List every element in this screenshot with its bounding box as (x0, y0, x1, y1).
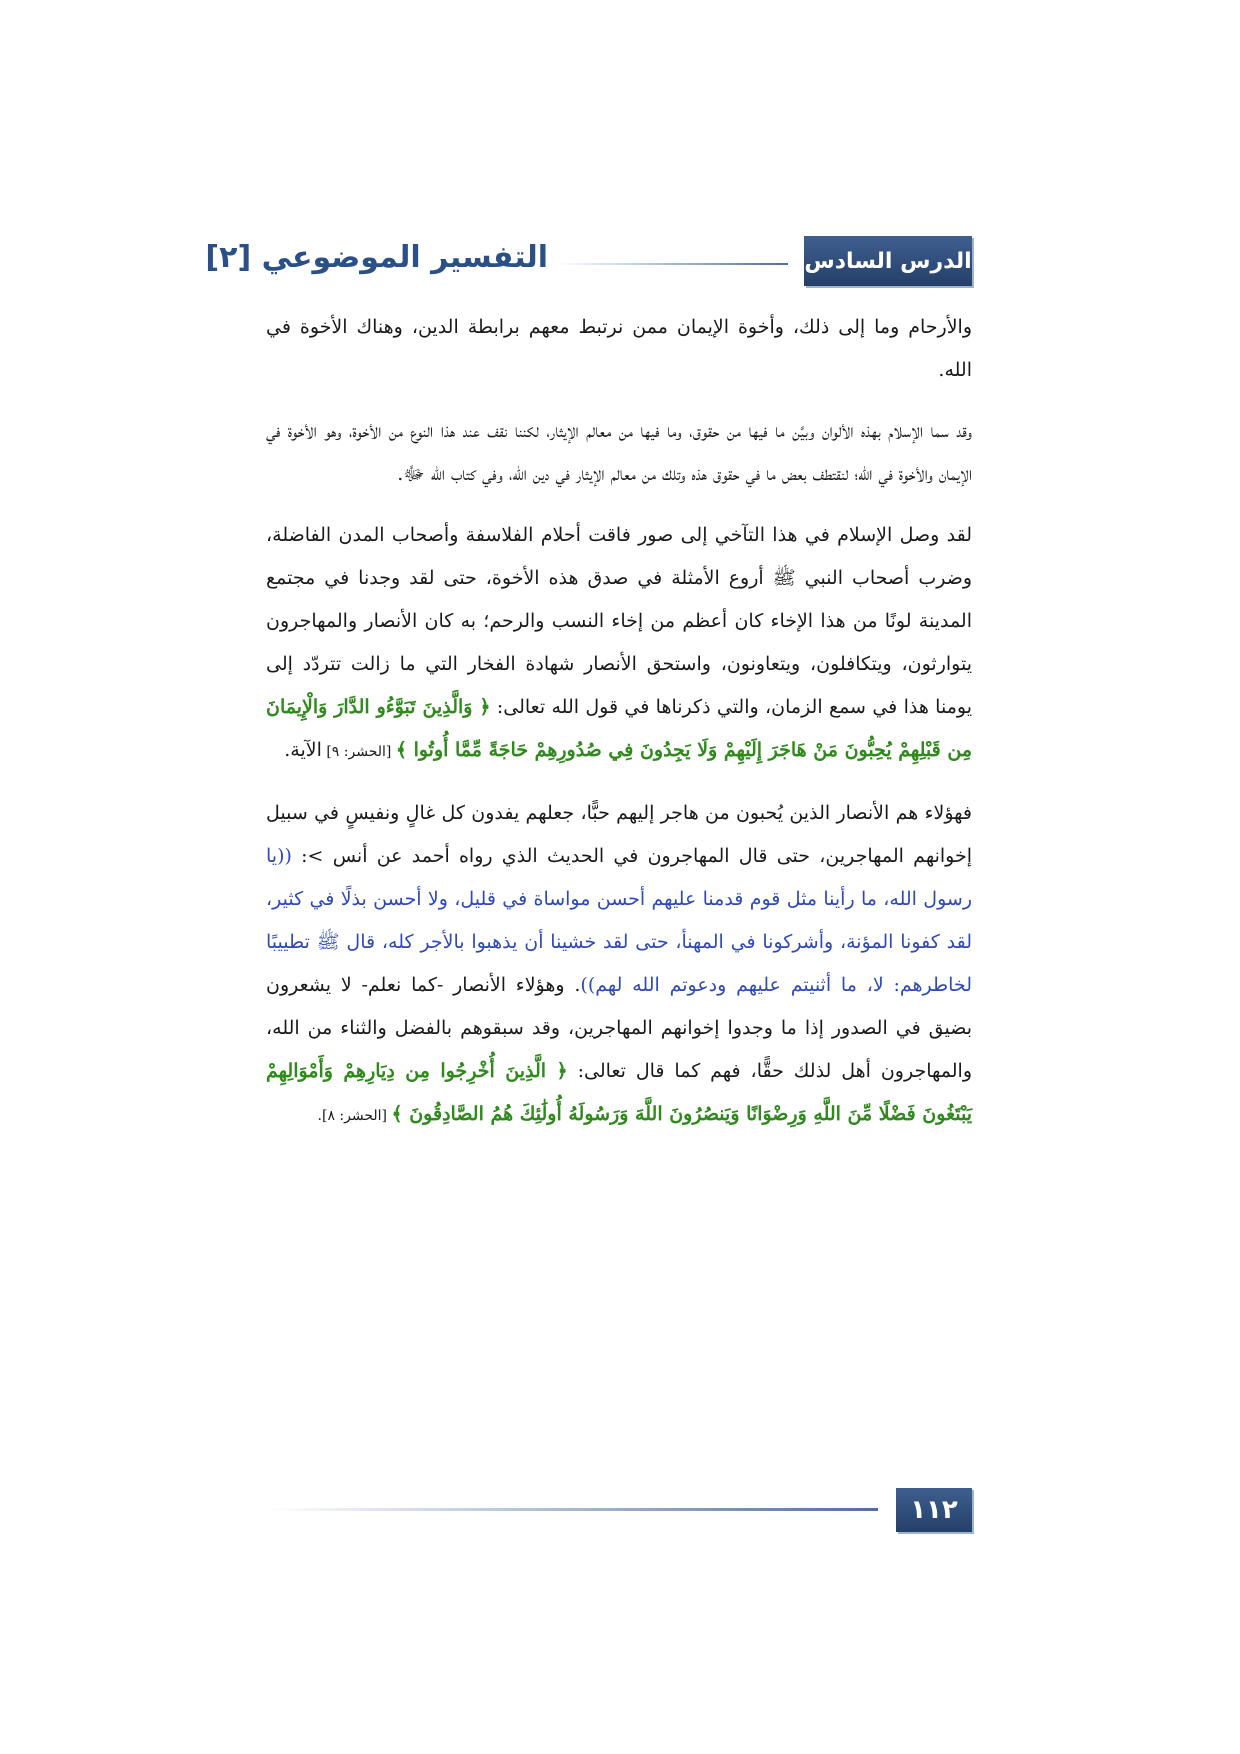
paragraph-1 (266, 306, 972, 392)
quran-verse: ﴿ الَّذِينَ أُخْرِجُوا مِن دِيَارِهِمْ وَأَمْوَالِهِمْ يَبْتَغُونَ فَضْلًا مِّنَ اللَّهِ وَرِضْوَانًا وَيَنصُرُونَ اللَّهَ وَرَسُولَهُ أُولَٰئِكَ هُمُ الصَّادِقُونَ ﴾ (266, 1060, 972, 1125)
page-body (266, 306, 972, 1156)
footer-divider (268, 1508, 878, 1511)
paragraph-3 (266, 514, 972, 774)
paragraph-text: والأرحام وما إلى ذلك، وأخوة الإيمان ممن نرتبط معهم برابطة الدين، وهناك الأخوة في الله. (266, 316, 972, 381)
quran-verse: ﴿ وَالَّذِينَ تَبَوَّءُو الدَّارَ وَالْإِيمَانَ مِن قَبْلِهِمْ يُحِبُّونَ مَنْ هَاجَرَ إِلَيْهِمْ وَلَا يَجِدُونَ فِي صُدُورِهِمْ حَاجَةً مِّمَّا أُوتُوا ﴾ (266, 696, 972, 761)
page-header (205, 236, 972, 288)
paragraph-text: . وهؤلاء الأنصار -كما نعلم- لا يشعرون بضيق في الصدور إذا ما وجدوا إخوانهم المهاجرين، وقد سبقوهم بالفضل والثناء من الله، والمهاجرون أهل لذلك حقًّا، فهم كما قال تعالى: (266, 974, 972, 1082)
paragraph-text: لقد وصل الإسلام في هذا التآخي إلى صور فاقت أحلام الفلاسفة وأصحاب المدن الفاضلة، وضرب أصحاب النبي ﷺ أروع الأمثلة في صدق هذه الأخوة، حتى لقد وجدنا في مجتمع المدينة لونًا من هذا الإخاء كان أعظم من إخاء النسب والرحم؛ به كان الأنصار والمهاجرون يتوارثون، ويتكافلون، ويتعاونون، واستحق الأنصار شهادة الفخار التي ما زالت تتردّد إلى يومنا هذا في سمع الزمان، والتي ذكرناها في قول الله تعالى: (266, 524, 972, 718)
header-divider (558, 263, 788, 265)
verse-reference: [الحشر: ٨]. (317, 1108, 392, 1124)
paragraph-4 (266, 792, 972, 1138)
page-number: ١١٢ (896, 1488, 972, 1532)
hadith-quote: ((يا رسول الله، ما رأينا مثل قوم قدمنا عليهم أحسن مواساة في قليل، ولا أحسن بذلًا في كثير، لقد كفونا المؤنة، وأشركونا في المهنأ، حتى لقد خشينا أن يذهبوا بالأجر كله، قال ﷺ تطييبًا لخاطرهم: لا، ما أثنيتم عليهم ودعوتم الله لهم)) (266, 845, 972, 996)
lesson-badge: الدرس السادس (804, 236, 972, 286)
book-title: التفسير الموضوعي [٢] (205, 240, 548, 275)
verse-reference: [الحشر: ٩] (321, 744, 396, 760)
paragraph-text: فهؤلاء هم الأنصار الذين يُحبون من هاجر إليهم حبًّا، جعلهم يفدون كل غالٍ ونفيسٍ في سبيل إخوانهم المهاجرين، حتى قال المهاجرون في الحديث الذي رواه أحمد عن أنس >: (266, 802, 972, 867)
paragraph-text: الآية. (284, 739, 322, 761)
paragraph-text: وقد سما الإسلام بهذه الألوان وبيَّن ما فيها من حقوق، وما فيها من معالم الإيثار، لكننا نقف عند هذا النوع من الأخوة، وهو الأخوة في الإيمان والأخوة في الله؛ لنقتطف بعض ما في حقوق هذه وتلك من معالم الإيثار في دين الله، وفي كتاب الله ﷻ. (266, 420, 972, 485)
paragraph-2 (266, 410, 972, 496)
